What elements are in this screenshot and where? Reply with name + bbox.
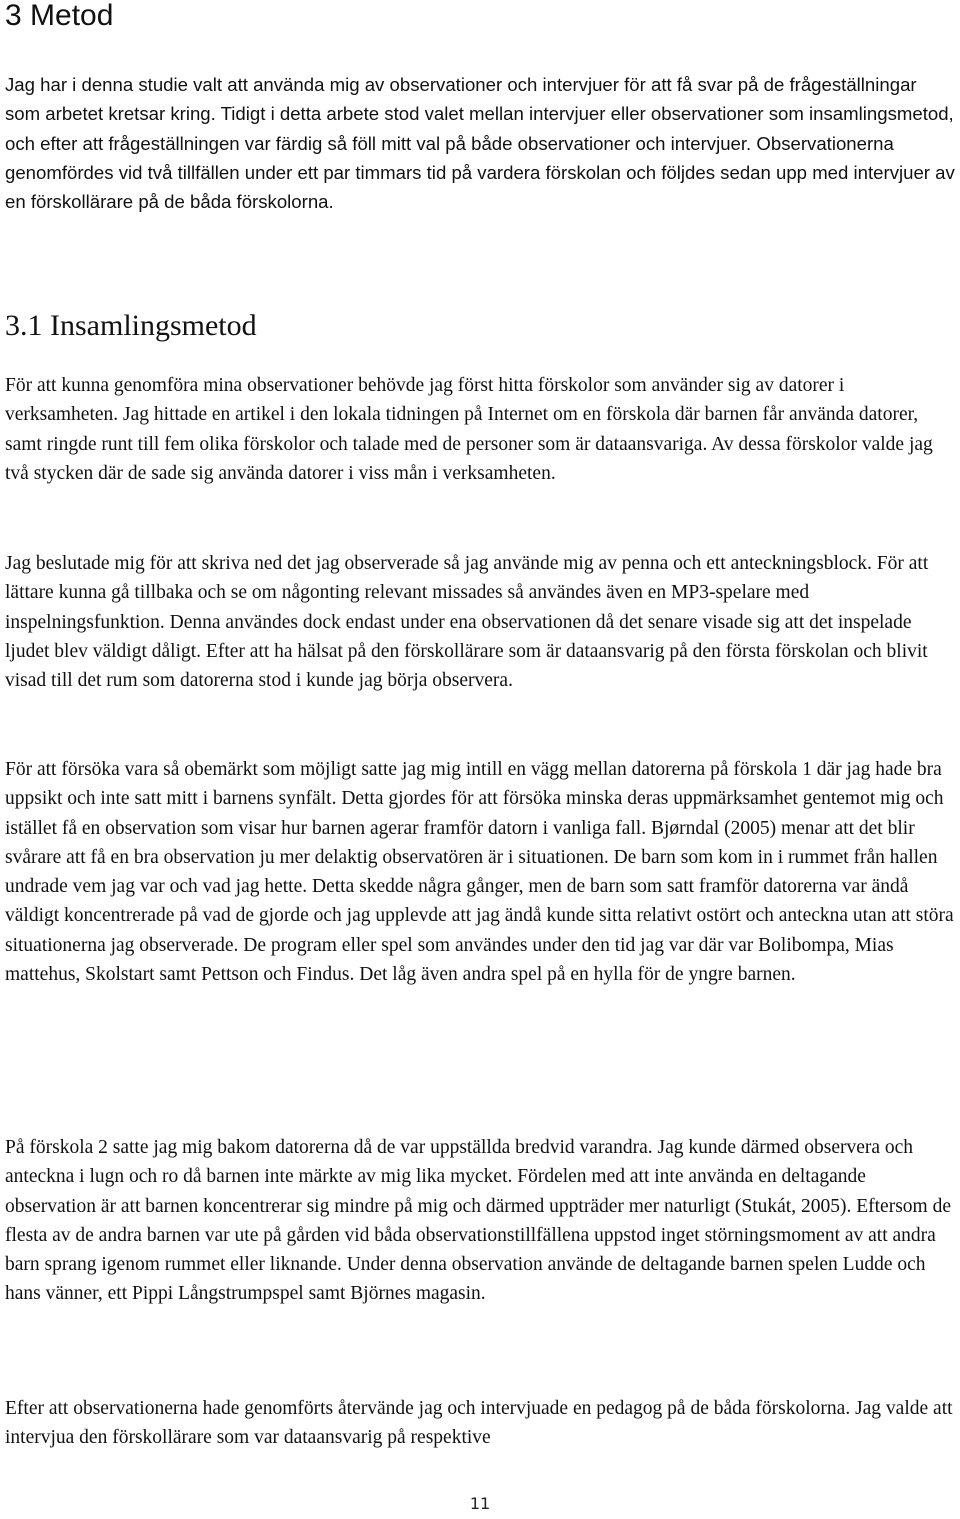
body-paragraph: På förskola 2 satte jag mig bakom datorerna då de var uppställda bredvid varandra. Jag kunde därmed observera och anteckna i lugn och ro då barnen inte märkte av mig lika mycket. Fördelen med att inte använda en deltagande observation är att barnen koncentrerar sig mindre på mig och därmed uppträder mer naturligt (Stukát, 2005). Eftersom de flesta av de andra barnen var ute på gården vid båda observationstillfällena uppstod inget störningsmoment av att andra barn sprang igenom rummet eller liknande. Under denna observation använde de deltagande barnen spelen Ludde och hans vänner, ett Pippi Långstrumpspel samt Björnes magasin. (5, 1137, 951, 1305)
body-paragraph: För att kunna genomföra mina observationer behövde jag först hitta förskolor som använder sig av datorer i verksamheten. Jag hittade en artikel i den lokala tidningen på Internet om en förskola där barnen får använda datorer, samt ringde runt till fem olika förskolor och talade med de personer som är dataansvariga. Av dessa förskolor valde jag två stycken där de sade sig använda datorer i viss mån i verksamheten. (5, 375, 933, 484)
subsection-heading: 3.1 Insamlingsmetod (5, 309, 257, 342)
body-paragraph: Jag beslutade mig för att skriva ned det jag observerade så jag använde mig av penna och ett anteckningsblock. För att lättare kunna gå tillbaka och se om någonting relevant missades så användes även en MP3-spelare med inspelningsfunktion. Denna användes dock endast under ena observationen då det senare visade sig att det inspelade ljudet blev väldigt dåligt. Efter att ha hälsat på den förskollärare som är dataansvarig på den första förskolan och blivit visad till det rum som datorerna stod i kunde jag börja observera. (5, 553, 929, 692)
body-paragraph: Efter att observationerna hade genomförts återvände jag och intervjuade en pedagog på de båda förskolorna. Jag valde att intervjua den förskollärare som var dataansvarig på respektive (5, 1398, 953, 1449)
intro-paragraph: Jag har i denna studie valt att använda mig av observationer och intervjuer för att få svar på de frågeställningar som arbetet kretsar kring. Tidigt i detta arbete stod valet mellan intervjuer eller observationer som insamlingsmetod, och efter att frågeställningen var färdig så föll mitt val på både observationer och intervjuer. Observationerna genomfördes vid två tillfällen under ett par timmars tid på vardera förskolan och följdes sedan upp med intervjuer av en förskollärare på de båda förskolorna. (5, 74, 955, 213)
section-heading: 3 Metod (5, 0, 114, 32)
page-number: 11 (469, 1494, 491, 1513)
body-paragraph: För att försöka vara så obemärkt som möjligt satte jag mig intill en vägg mellan datorerna på förskola 1 där jag hade bra uppsikt och inte satt mitt i barnens synfält. Detta gjordes för att försöka minska deras uppmärksamhet gentemot mig och istället få en observation som visar hur barnen agerar framför datorn i vanliga fall. Bjørndal (2005) menar att det blir svårare att få en bra observation ju mer delaktig observatören är i situationen. De barn som kom in i rummet från hallen undrade vem jag var och vad jag hette. Detta skedde några gånger, men de barn som satt framför datorerna var ändå väldigt koncentrerade på vad de gjorde och jag upplevde att jag ändå kunde sitta relativt ostört och anteckna utan att störa situationerna jag observerade. De program eller spel som användes under den tid jag var där var Bolibompa, Mias mattehus, Skolstart samt Pettson och Findus. Det låg även andra spel på en hylla för de yngre barnen. (5, 759, 954, 986)
